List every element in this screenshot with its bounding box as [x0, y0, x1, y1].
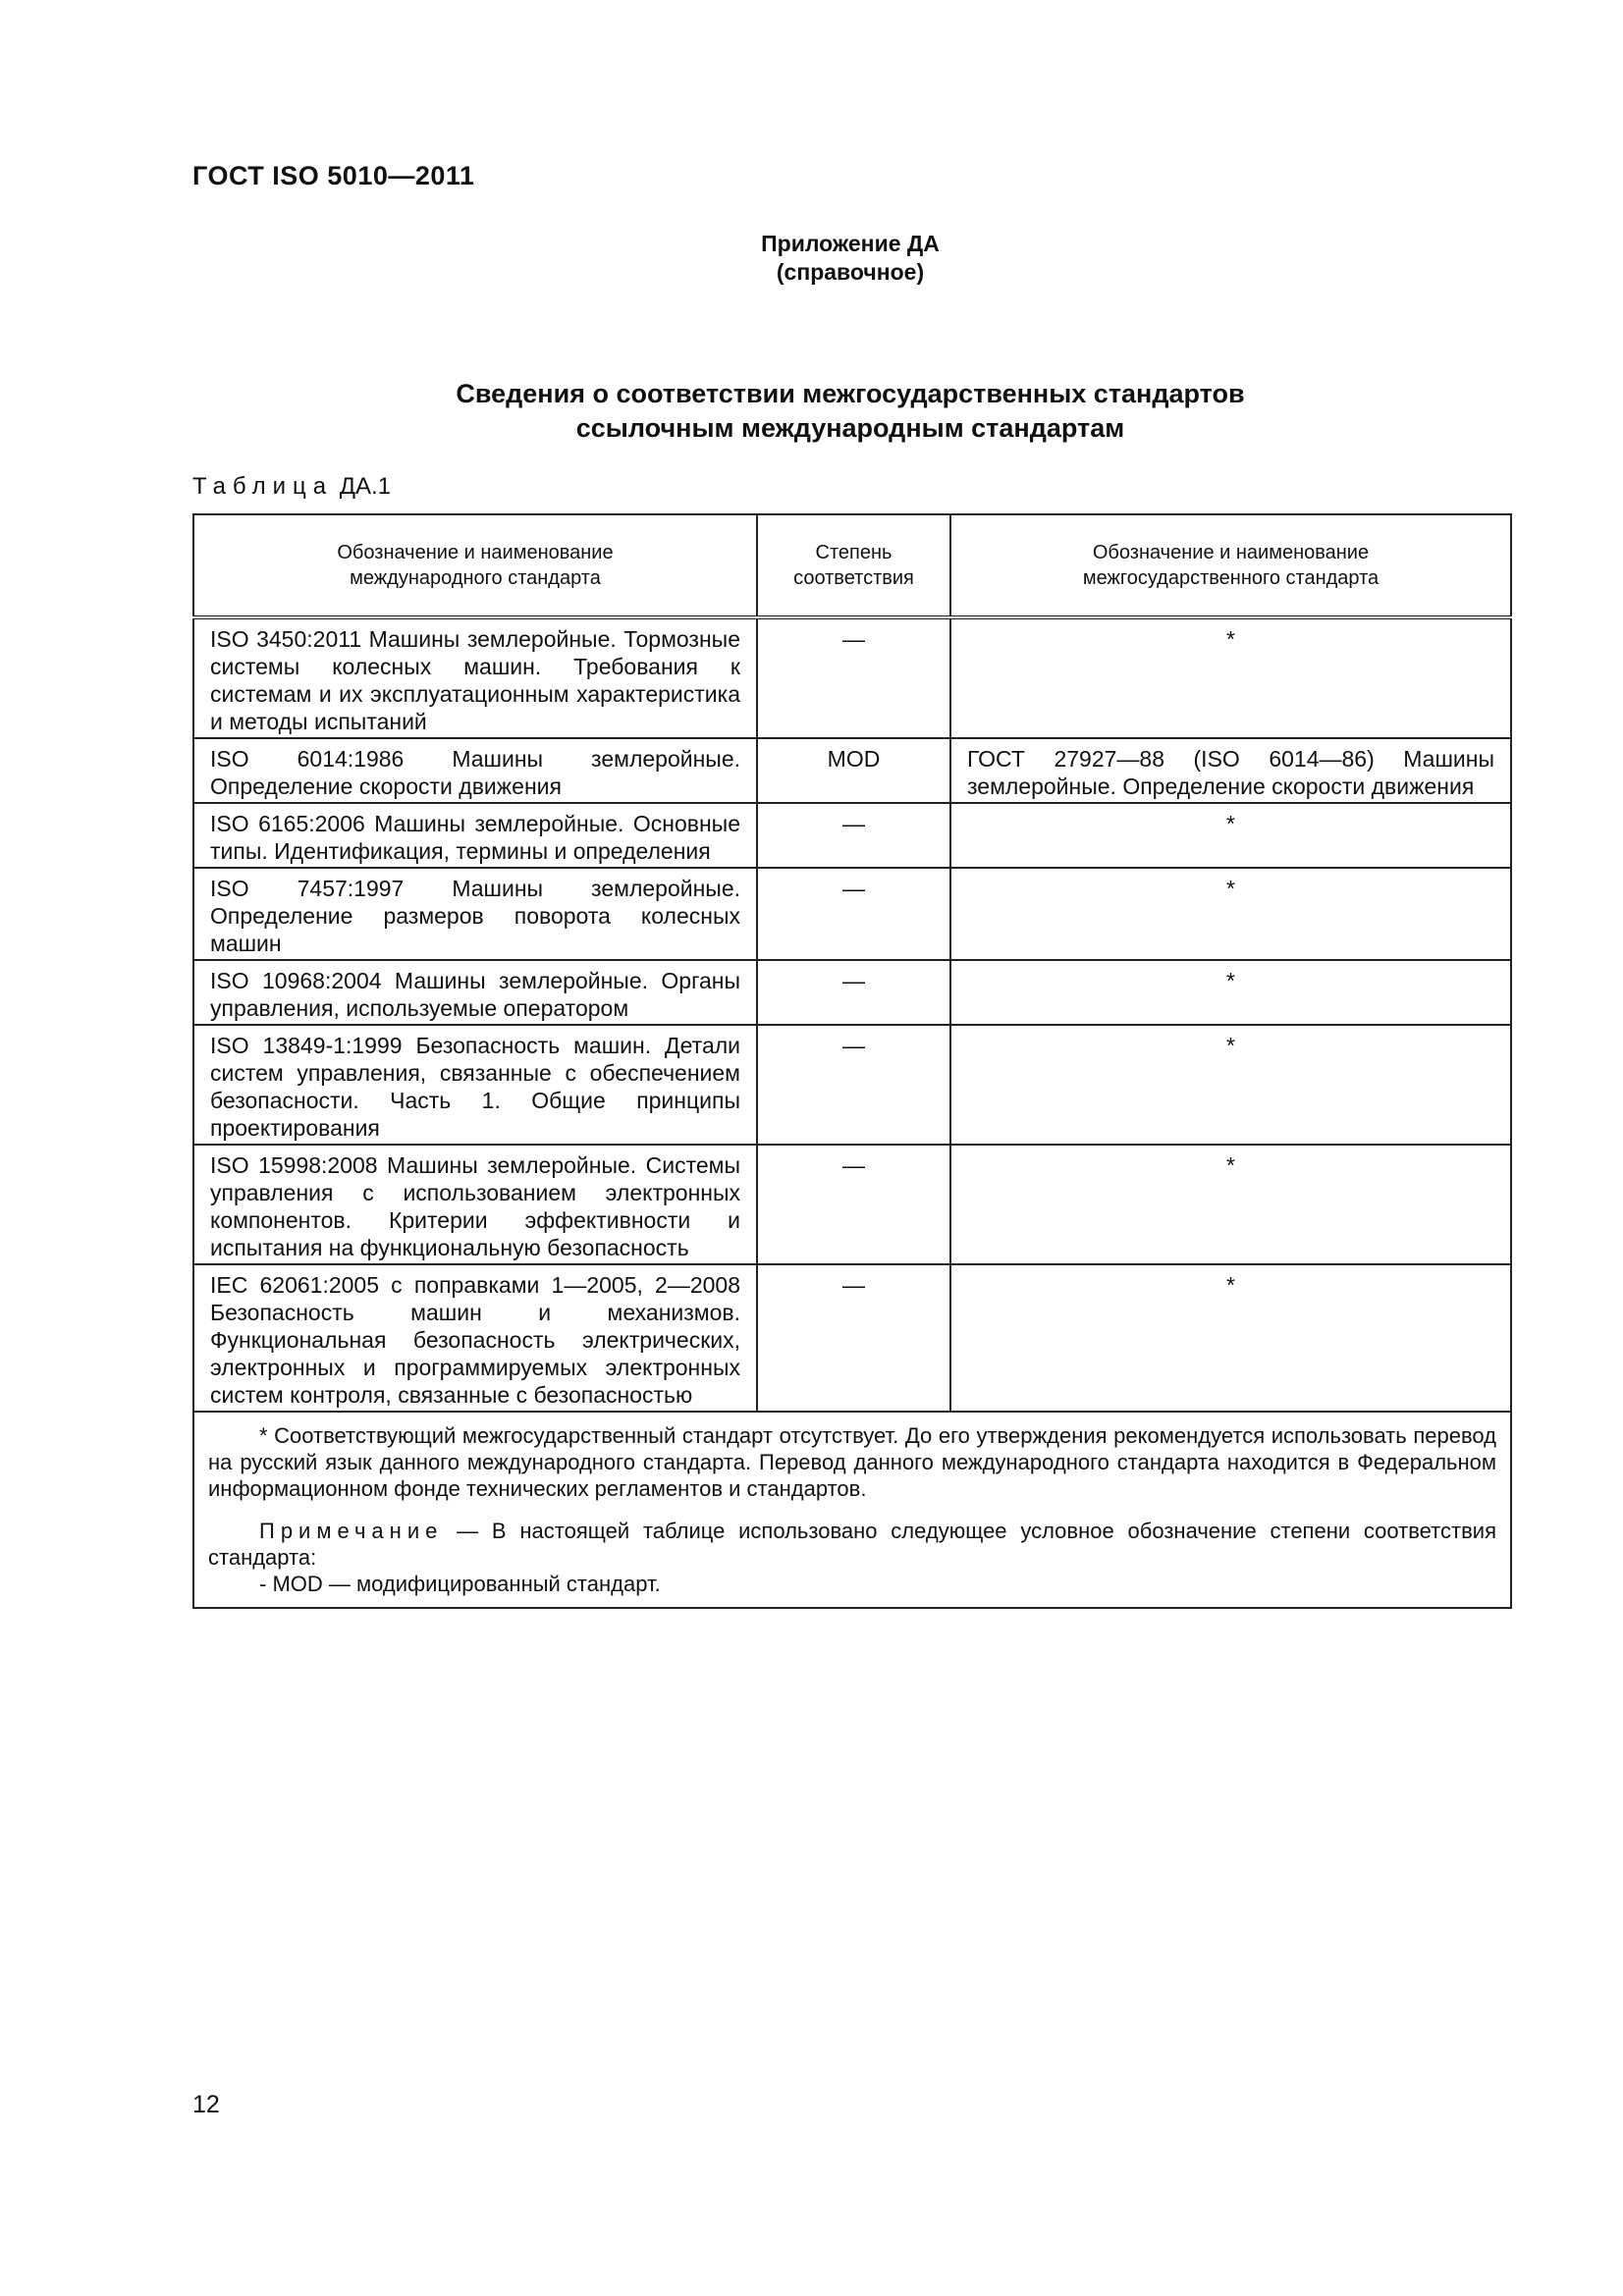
international-standard-cell: ISO 3450:2011 Машины землеройные. Тормозные системы колесных машин. Требования к системам и их эксплуатационным характеристика и методы испытаний [193, 617, 757, 738]
heading-line-1: Сведения о соответствии межгосударственных стандартов [456, 379, 1245, 408]
degree-cell: — [757, 1264, 950, 1412]
interstate-standard-cell: * [950, 1264, 1511, 1412]
interstate-standard-cell: * [950, 617, 1511, 738]
international-standard-cell: ISO 15998:2008 Машины землеройные. Системы управления с использованием электронных компонентов. Критерии эффективности и испытания на функциональную безопасность [193, 1145, 757, 1264]
interstate-standard-cell: * [950, 1025, 1511, 1145]
degree-cell: — [757, 1145, 950, 1264]
appendix-subtitle: (справочное) [776, 259, 925, 285]
table-caption-word: Таблица [192, 473, 334, 500]
note-item: - MOD — модифицированный стандарт. [259, 1572, 661, 1596]
document-code: ГОСТ ISO 5010—2011 [192, 161, 475, 190]
degree-cell: — [757, 960, 950, 1025]
header-international-line-1: Обозначение и наименование [337, 542, 614, 563]
table-notes-cell [193, 1412, 1511, 1608]
note-text: — В настоящей таблице использовано следующее условное обозначение степени соответствия стандарта: [208, 1519, 1496, 1570]
table-note [208, 1518, 1496, 1571]
interstate-standard-cell: * [950, 803, 1511, 868]
header-international [193, 514, 757, 617]
table-caption-number: ДА.1 [339, 473, 392, 500]
header-degree-line-2: соответствия [793, 567, 914, 589]
appendix-block [0, 230, 1623, 287]
table-header-row [193, 514, 1511, 617]
table-row [193, 868, 1511, 960]
table-row [193, 803, 1511, 868]
correspondence-table-wrapper [192, 513, 1510, 1609]
page-number: 12 [192, 2091, 220, 2118]
interstate-standard-cell: * [950, 868, 1511, 960]
header-interstate-line-2: межгосударственного стандарта [1082, 567, 1380, 589]
international-standard-cell: ISO 13849-1:1999 Безопасность машин. Детали систем управления, связанные с обеспечением безопасности. Часть 1. Общие принципы проектирования [193, 1025, 757, 1145]
header-degree [757, 514, 950, 617]
table-footnote: * Соответствующий межгосударственный стандарт отсутствует. До его утверждения рекомендуется использовать перевод на русский язык данного международного стандарта. Перевод данного международного стандарта находится в Федеральном информационном фонде технических регламентов и стандартов. [208, 1423, 1496, 1501]
interstate-standard-cell: ГОСТ 27927—88 (ISO 6014—86) Машины землеройные. Определение скорости движения [950, 738, 1511, 803]
international-standard-cell: ISO 6165:2006 Машины землеройные. Основные типы. Идентификация, термины и определения [193, 803, 757, 868]
international-standard-cell: ISO 6014:1986 Машины землеройные. Определение скорости движения [193, 738, 757, 803]
degree-cell: — [757, 868, 950, 960]
degree-cell: MOD [757, 738, 950, 803]
international-standard-cell: ISO 10968:2004 Машины землеройные. Органы управления, используемые оператором [193, 960, 757, 1025]
international-standard-cell: ISO 7457:1997 Машины землеройные. Определение размеров поворота колесных машин [193, 868, 757, 960]
header-degree-line-1: Степень [815, 542, 893, 563]
header-international-line-2: международного стандарта [350, 567, 601, 589]
table-row [193, 1145, 1511, 1264]
table-row [193, 1025, 1511, 1145]
heading-line-2: ссылочным международным стандартам [575, 413, 1125, 443]
table-notes-row [193, 1412, 1511, 1608]
header-interstate-line-1: Обозначение и наименование [1092, 542, 1370, 563]
degree-cell: — [757, 1025, 950, 1145]
note-label: Примечание [259, 1519, 444, 1543]
table-row [193, 1264, 1511, 1412]
interstate-standard-cell: * [950, 960, 1511, 1025]
table-caption [192, 473, 391, 501]
interstate-standard-cell: * [950, 1145, 1511, 1264]
international-standard-cell: IEC 62061:2005 с поправками 1—2005, 2—2008 Безопасность машин и механизмов. Функциональная безопасность электрических, электронных и программируемых электронных систем контроля, связанные с безопасностью [193, 1264, 757, 1412]
header-interstate [950, 514, 1511, 617]
degree-cell: — [757, 803, 950, 868]
table-row [193, 960, 1511, 1025]
correspondence-table [192, 513, 1512, 1609]
section-heading [0, 377, 1623, 446]
appendix-title: Приложение ДА [761, 231, 940, 256]
table-row [193, 738, 1511, 803]
degree-cell: — [757, 617, 950, 738]
table-row [193, 617, 1511, 738]
